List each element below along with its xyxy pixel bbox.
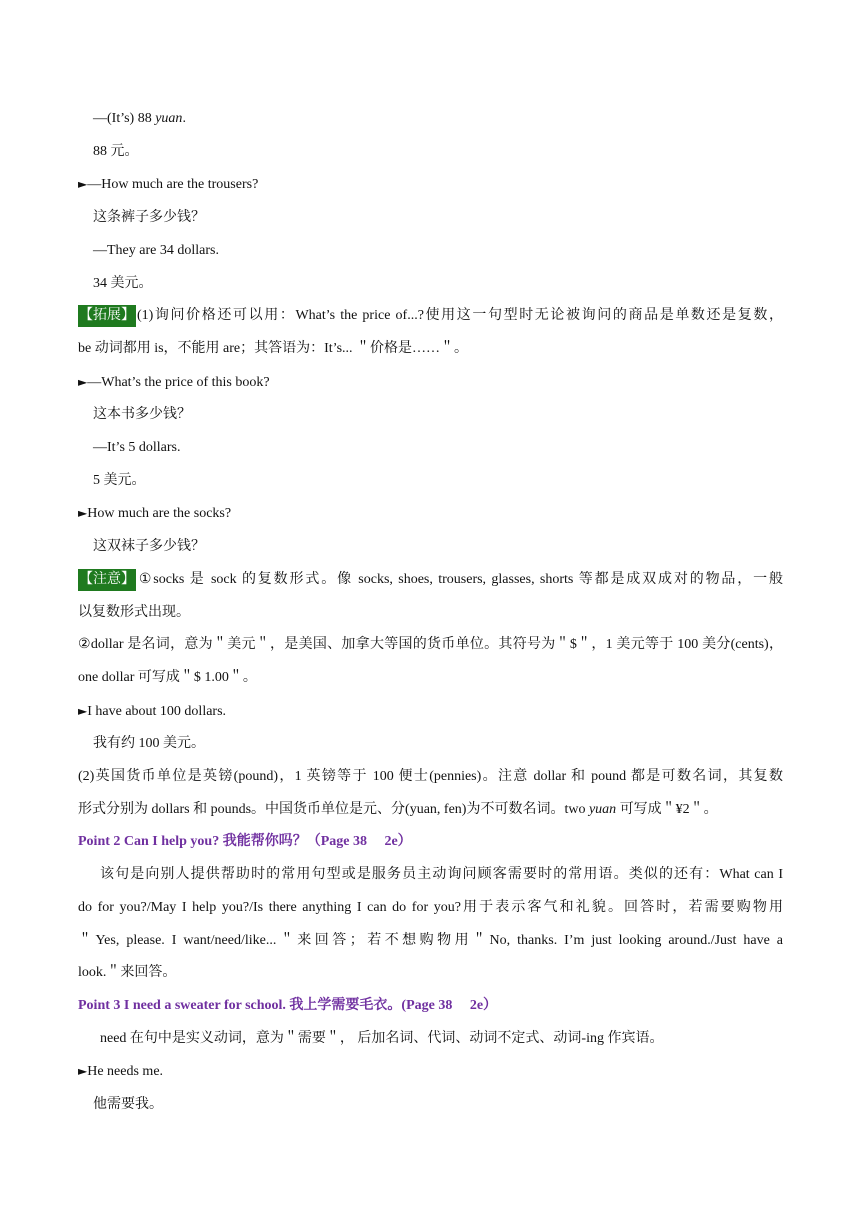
note-tag: 【注意】 xyxy=(78,569,136,591)
example-line: ►I have about 100 dollars. xyxy=(78,703,227,719)
note-line: 【注意】 ①socks 是 sock 的复数形式。像 socks, shoes, trousers, glasses, shorts 等都是成双成对的物品，一般 xyxy=(78,564,783,597)
expand-tag: 【拓展】 xyxy=(78,305,136,327)
text-line: (2)英国货币单位是英镑(pound)，1 英镑等于 100 便士(pennies)。注意 dollar 和 pound 都是可数名词，其复数 xyxy=(78,769,783,785)
text-line: ＂Yes, please. I want/need/like...＂来回答；若不想购物用＂No, thanks. I’m just looking around./Just have a xyxy=(78,932,783,948)
example-line: ►He needs me. xyxy=(78,1064,164,1080)
text-line: 我有约 100 美元。 xyxy=(93,736,205,752)
example-line: ►How much are the socks? xyxy=(78,506,232,522)
text-line: need 在句中是实义动词，意为＂需要＂， 后加名词、代词、动词不定式、动词-ing 作宾语。 xyxy=(100,1030,664,1046)
text-line: —(It’s) 88 yuan. xyxy=(93,111,186,126)
point-2-heading: Point 2 Can I help you? 我能帮你吗？（Page 38 2e） xyxy=(78,834,412,850)
arrow-bullet-icon: ► xyxy=(78,374,88,389)
document-page xyxy=(78,103,783,1122)
text-line: 该句是向别人提供帮助时的常用句型或是服务员主动询问顾客需要时的常用语。类似的还有：What can I xyxy=(100,867,783,883)
text-line: 以复数形式出现。 xyxy=(78,604,190,620)
text-line: 他需要我。 xyxy=(93,1097,163,1113)
text-line: 这本书多少钱？ xyxy=(93,407,191,423)
text-line: —They are 34 dollars. xyxy=(93,242,219,258)
example-line: ►—How much are the trousers? xyxy=(78,177,259,193)
text-line: 形式分别为 dollars 和 pounds。中国货币单位是元、分(yuan, fen)为不可数名词。two yuan 可写成＂¥2＂。 xyxy=(78,801,718,817)
arrow-bullet-icon: ► xyxy=(78,506,88,521)
text-line: one dollar 可写成＂$ 1.00＂。 xyxy=(78,669,257,685)
arrow-bullet-icon: ► xyxy=(78,703,88,718)
text-line: do for you?/May I help you?/Is there anything I can do for you?用于表示客气和礼貌。回答时，若需要购物用 xyxy=(78,899,783,915)
arrow-bullet-icon: ► xyxy=(78,177,88,192)
text-line: be 动词都用 is，不能用 are；其答语为：It’s... ＂价格是……＂。 xyxy=(78,340,469,356)
text-line: ②dollar 是名词，意为＂美元＂，是美国、加拿大等国的货币单位。其符号为＂$＂，1 美元等于 100 美分(cents)， xyxy=(78,637,783,653)
text-line: look.＂来回答。 xyxy=(78,965,177,981)
text-line: 这双袜子多少钱？ xyxy=(93,539,205,555)
text-line: 这条裤子多少钱？ xyxy=(93,210,205,226)
arrow-bullet-icon: ► xyxy=(78,1064,88,1079)
text-line: 88 元。 xyxy=(93,143,139,159)
point-3-heading: Point 3 I need a sweater for school. 我上学需要毛衣。(Page 38 2e） xyxy=(78,997,498,1013)
text-line: 34 美元。 xyxy=(93,275,153,291)
example-line: ►—What’s the price of this book? xyxy=(78,374,270,390)
text-line: —It’s 5 dollars. xyxy=(93,440,181,456)
text-line: 5 美元。 xyxy=(93,472,146,488)
expand-note-line: 【拓展】 (1)询问价格还可以用：What’s the price of...?使用这一句型时无论被询问的商品是单数还是复数， xyxy=(78,300,783,333)
